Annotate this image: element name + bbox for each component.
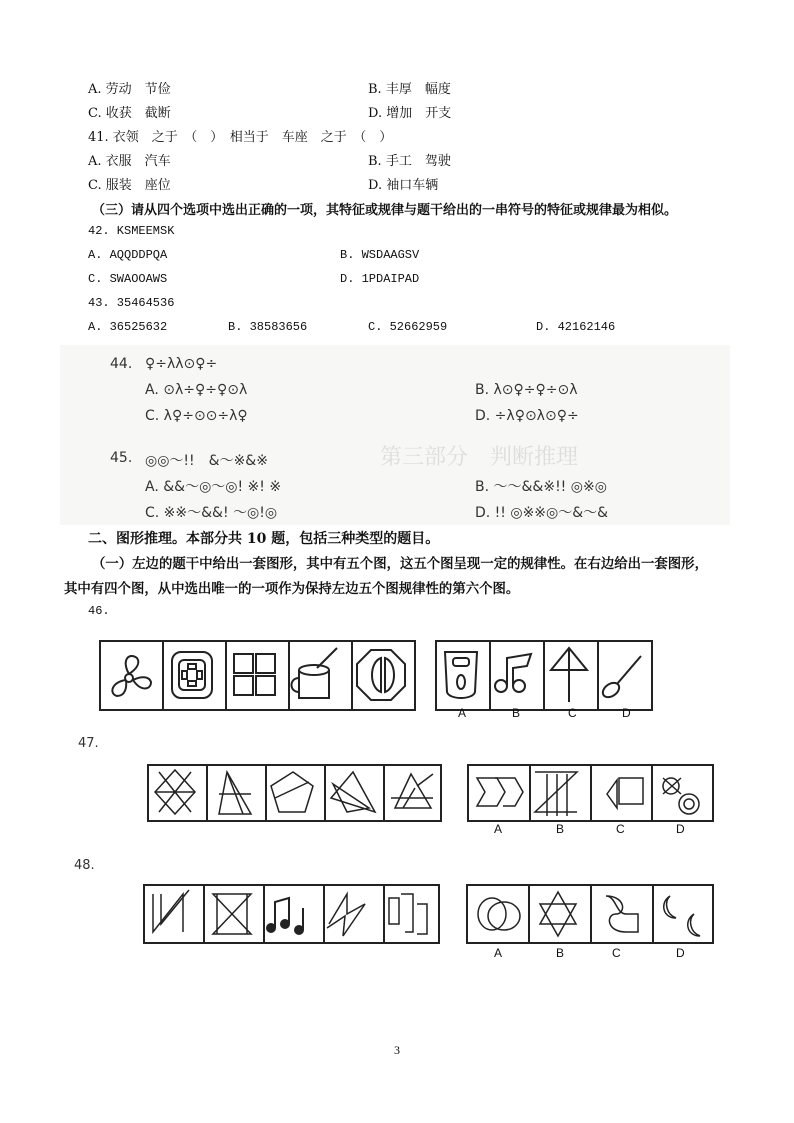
q44-option-d: D. ÷λ♀⊙λ⊙♀÷ bbox=[475, 408, 579, 424]
triangles-with-lines-figure bbox=[391, 774, 433, 808]
q42-option-a: A. AQQDDPQA bbox=[88, 248, 168, 262]
q43-option-a: A. 36525632 bbox=[88, 320, 168, 334]
q46-option-figures bbox=[435, 640, 653, 711]
q43-stem: 43. 35464536 bbox=[88, 296, 175, 310]
hourglass-figure bbox=[213, 894, 251, 934]
page-number: 3 bbox=[394, 1043, 400, 1057]
star-of-david-figure bbox=[540, 892, 576, 936]
q47-stem-figures bbox=[147, 764, 442, 822]
q42-stem: 42. KSMEEMSK bbox=[88, 224, 175, 238]
q40-option-c: C. 收获 截断 bbox=[88, 106, 171, 121]
q42-option-d: D. 1PDAIPAD bbox=[340, 272, 420, 286]
q48-option-d-label: D bbox=[676, 946, 685, 960]
q44-option-c: C. λ♀÷⊙⊙÷λ♀ bbox=[145, 408, 248, 424]
phone-icon bbox=[445, 652, 477, 698]
q45-number: 45. bbox=[110, 450, 133, 466]
q41-option-d: D. 袖口车辆 bbox=[368, 178, 439, 193]
q48-option-figures bbox=[466, 884, 714, 944]
scanned-region-background bbox=[60, 345, 730, 525]
overlapping-triangles-figure bbox=[219, 772, 251, 814]
q41-option-c: C. 服装 座位 bbox=[88, 178, 171, 193]
zigzag-lines-figure bbox=[153, 890, 189, 932]
q40-option-d: D. 增加 开支 bbox=[368, 106, 452, 121]
lightning-figure bbox=[327, 894, 365, 936]
q45-option-c: C. ※※～&&! ～◎!◎ bbox=[145, 505, 278, 521]
music-notes-icon bbox=[495, 654, 531, 692]
double-loop-figure bbox=[606, 896, 638, 932]
q40-option-a: A. 劳动 节俭 bbox=[88, 82, 171, 97]
q46-option-b-label: B bbox=[512, 706, 521, 720]
q46-option-a-label: A bbox=[458, 706, 467, 720]
music-notes-figure bbox=[267, 898, 303, 934]
q41-option-b: B. 手工 驾驶 bbox=[368, 154, 451, 169]
octagon-icon bbox=[357, 650, 405, 700]
q47-number: 47. bbox=[78, 736, 99, 751]
four-squares-icon bbox=[234, 654, 275, 695]
q43-option-d: D. 42162146 bbox=[536, 320, 616, 334]
q48-number: 48. bbox=[74, 858, 95, 873]
crossed-diamond-figure bbox=[155, 770, 195, 814]
cup-with-spoon-icon bbox=[292, 648, 338, 698]
q45-option-d: D. !! ◎※※◎～&～& bbox=[475, 505, 609, 521]
q48-stem-figures bbox=[143, 884, 440, 944]
chevron-shapes-figure bbox=[477, 778, 523, 806]
q46-option-d-label: D bbox=[622, 706, 631, 720]
q47-option-b-label: B bbox=[556, 822, 565, 836]
pentagon-figure bbox=[271, 772, 313, 812]
q46-option-c-label: C bbox=[568, 706, 577, 720]
q44-option-a: A. ⊙λ÷♀÷♀⊙λ bbox=[145, 382, 248, 398]
arrow-up-icon bbox=[551, 648, 587, 702]
q41-option-a: A. 衣服 汽车 bbox=[88, 154, 171, 169]
q47-option-d-label: D bbox=[676, 822, 685, 836]
q44-number: 44. bbox=[110, 356, 133, 372]
q48-option-c-label: C bbox=[612, 946, 621, 960]
q41-stem: 41. 衣领 之于 （ ） 相当于 车座 之于 （ ） bbox=[88, 130, 393, 145]
circle-cross-figure bbox=[663, 778, 699, 814]
q43-option-c: C. 52662959 bbox=[368, 320, 448, 334]
part2-instruction-line2: 其中有四个图，从中选出唯一的一项作为保持左边五个图规律性的第六个图。 bbox=[64, 581, 520, 597]
q48-option-a-label: A bbox=[494, 946, 503, 960]
q40-option-b: B. 丰厚 幅度 bbox=[368, 82, 451, 97]
q45-option-a: A. &&～◎～◎! ※! ※ bbox=[145, 479, 282, 495]
socket-icon bbox=[172, 652, 212, 698]
q46-stem-figures bbox=[99, 640, 416, 711]
q42-option-b: B. WSDAAGSV bbox=[340, 248, 420, 262]
q46-number: 46. bbox=[88, 604, 110, 618]
crossed-triangles-figure bbox=[331, 772, 375, 812]
arrow-square-figure bbox=[607, 778, 643, 808]
q48-option-b-label: B bbox=[556, 946, 565, 960]
section3-heading: （三）请从四个选项中选出正确的一项，其特征或规律与题干给出的一串符号的特征或规律最为相似。 bbox=[92, 203, 678, 218]
overlapping-ellipses-figure bbox=[478, 898, 520, 930]
q47-option-c-label: C bbox=[616, 822, 625, 836]
bar-blocks-figure bbox=[389, 894, 427, 934]
q45-stem: ◎◎～!! &～※&※ bbox=[145, 453, 268, 469]
q45-option-b: B. ～～&&※!! ◎※◎ bbox=[475, 479, 607, 495]
q47-option-figures bbox=[467, 764, 714, 822]
q42-option-c: C. SWAOOAWS bbox=[88, 272, 168, 286]
crescent-moons-figure bbox=[664, 896, 700, 936]
part2-instruction-line1: （一）左边的题干中给出一套图形，其中有五个图，这五个图呈现一定的规律性。在右边给出一套图形， bbox=[92, 556, 708, 572]
q44-stem: ♀÷λλ⊙♀÷ bbox=[145, 356, 218, 372]
q44-option-b: B. λ⊙♀÷♀÷⊙λ bbox=[475, 382, 578, 398]
faint-bleedthrough-header: 第三部分 判断推理 bbox=[380, 445, 579, 470]
bowtie-lines-figure bbox=[535, 772, 577, 816]
q47-option-a-label: A bbox=[494, 822, 503, 836]
spoon-icon bbox=[600, 656, 641, 700]
part2-heading: 二、图形推理。本部分共 10 题，包括三种类型的题目。 bbox=[88, 531, 440, 547]
fan-icon bbox=[112, 656, 151, 696]
q43-option-b: B. 38583656 bbox=[228, 320, 308, 334]
